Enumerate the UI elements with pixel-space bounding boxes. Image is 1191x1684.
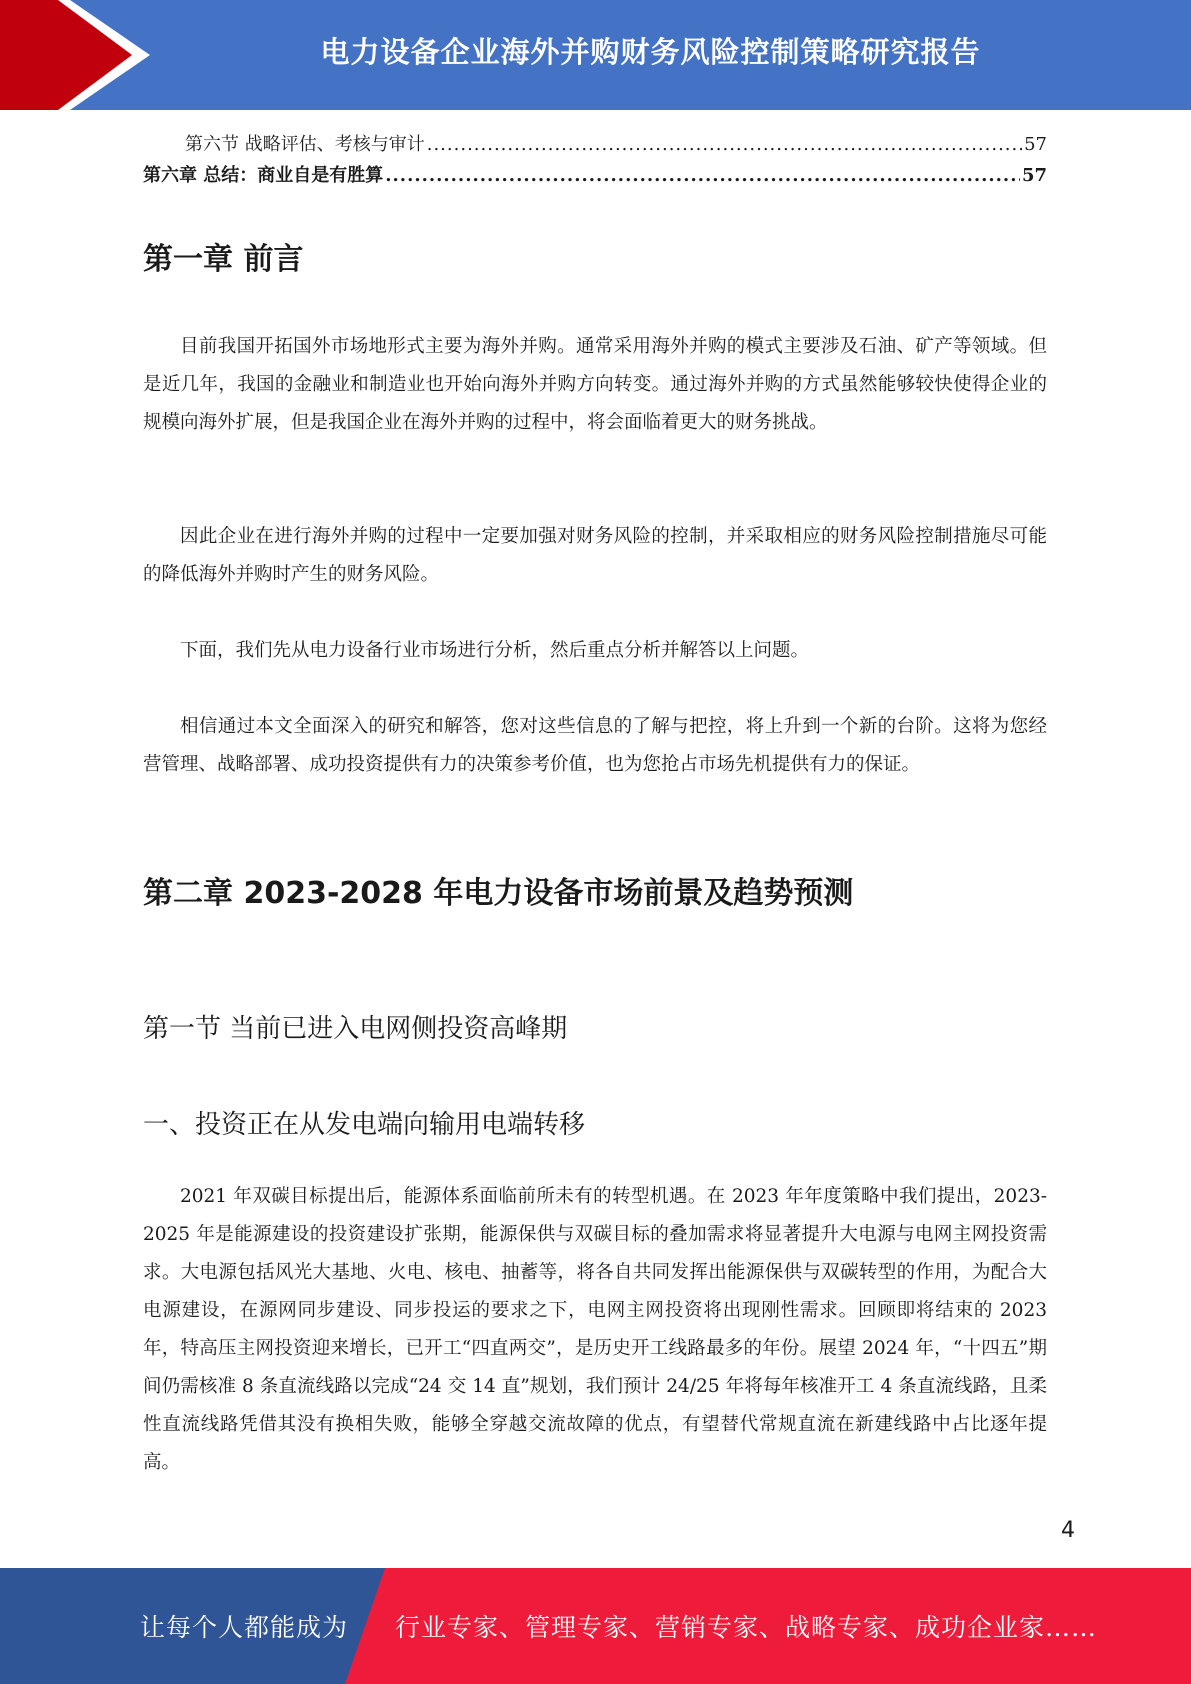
section-heading: 第一节 当前已进入电网侧投资高峰期	[143, 1014, 568, 1044]
toc-entry-page: 57	[1024, 134, 1047, 155]
page-footer	[0, 1568, 1191, 1684]
toc-entry-label: 第六章 总结：商业自是有胜算	[143, 165, 384, 186]
paragraph: 相信通过本文全面深入的研究和解答，您对这些信息的了解与把控，将上升到一个新的台阶。这将为您经营管理、战略部署、成功投资提供有力的决策参考价值，也为您抢占市场先机提供有力的保证。	[143, 716, 1047, 775]
toc-entry-label: 第六节 战略评估、考核与审计	[185, 134, 425, 155]
paragraph: 下面，我们先从电力设备行业市场进行分析，然后重点分析并解答以上问题。	[180, 640, 810, 661]
chapter-heading: 第二章 2023-2028 年电力设备市场前景及趋势预测	[143, 876, 854, 911]
chapter-heading: 第一章 前言	[143, 242, 304, 277]
toc-entry[interactable]	[185, 130, 1047, 156]
footer-slogan-right: 行业专家、管理专家、营销专家、战略专家、成功企业家……	[395, 1613, 1098, 1642]
footer-slogan-left: 让每个人都能成为	[140, 1613, 349, 1642]
page-number: 4	[1061, 1518, 1075, 1543]
header-title: 电力设备企业海外并购财务风险控制策略研究报告	[320, 34, 981, 69]
toc-leader-dots	[385, 165, 1020, 186]
toc-leader-dots	[427, 134, 1022, 155]
paragraph: 因此企业在进行海外并购的过程中一定要加强对财务风险的控制，并采取相应的财务风险控制措施尽可能的降低海外并购时产生的财务风险。	[143, 526, 1047, 585]
toc-entry[interactable]	[143, 161, 1047, 187]
toc-entry-page: 57	[1021, 165, 1047, 186]
paragraph: 目前我国开拓国外市场地形式主要为海外并购。通常采用海外并购的模式主要涉及石油、矿产等领域。但是近几年，我国的金融业和制造业也开始向海外并购方向转变。通过海外并购的方式虽然能够较快使得企业的规模向海外扩展，但是我国企业在海外并购的过程中，将会面临着更大的财务挑战。	[143, 336, 1047, 433]
paragraph: 2021 年双碳目标提出后，能源体系面临前所未有的转型机遇。在 2023 年年度策略中我们提出，2023-2025 年是能源建设的投资建设扩张期，能源保供与双碳目标的叠加需求将显著提升大电源与电网主网投资需求。大电源包括风光大基地、火电、核电、抽蓄等，将各自共同发挥出能源保供与双碳转型的作用，为配合大电源建设，在源网同步建设、同步投运的要求之下，电网主网投资将出现刚性需求。回顾即将结束的 2023 年，特高压主网投资迎来增长，已开工“四直两交”，是历史开工线路最多的年份。展望 2024 年，“十四五”期间仍需核准 8 条直流线路以完成“24 交 14 直”规划，我们预计 24/25 年将每年核准开工 4 条直流线路，且柔性直流线路凭借其没有换相失败，能够全穿越交流故障的优点，有望替代常规直流在新建线路中占比逐年提高。	[143, 1186, 1047, 1473]
page-header	[0, 0, 1191, 110]
subsection-heading: 一、投资正在从发电端向输用电端转移	[143, 1110, 586, 1140]
